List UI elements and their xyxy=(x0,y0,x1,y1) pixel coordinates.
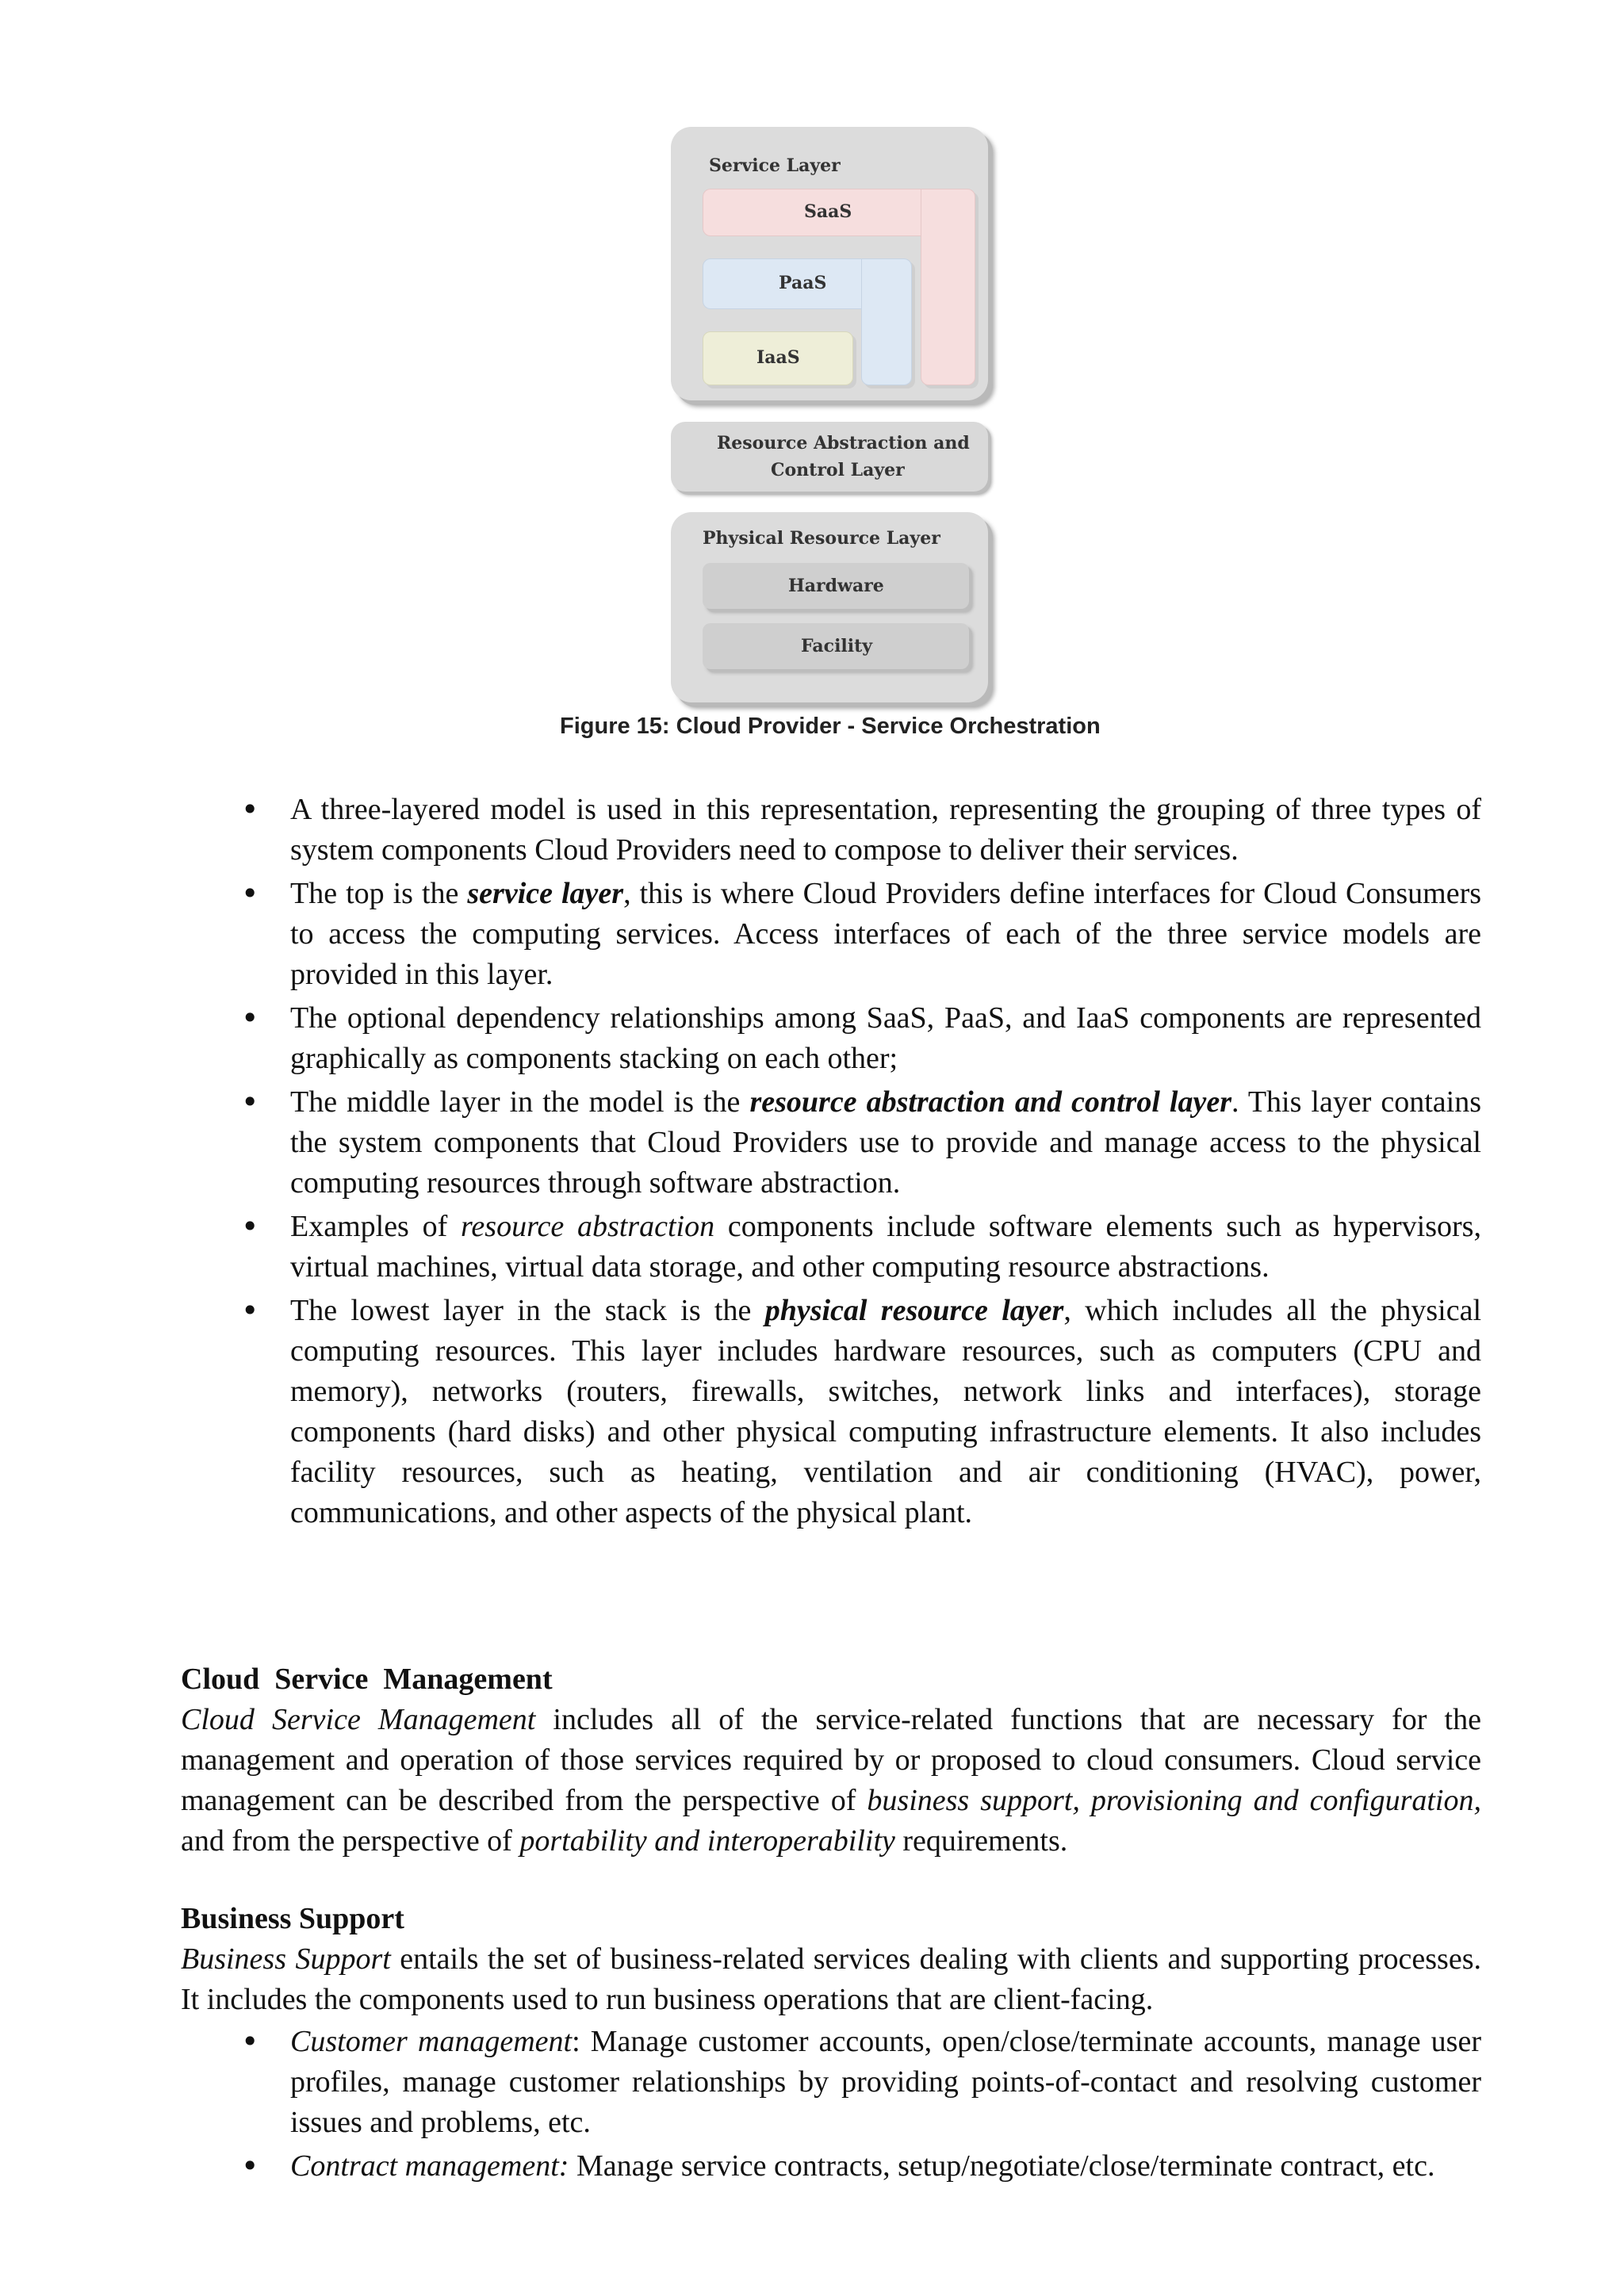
bullet-item xyxy=(181,874,1481,995)
business-support-section xyxy=(181,1899,1481,2190)
body-text: Examples of xyxy=(290,1210,462,1243)
emphasis-text: business support, provisioning and configuration, xyxy=(867,1784,1481,1817)
resource-abstraction-label-2: Control Layer xyxy=(771,460,905,480)
emphasis-text: physical resource layer xyxy=(764,1294,1064,1327)
facility-label: Facility xyxy=(801,636,873,656)
emphasis-text: service layer xyxy=(467,877,624,910)
bullet-item xyxy=(181,2146,1481,2187)
hardware-label: Hardware xyxy=(788,576,884,596)
body-text: The lowest layer in the stack is the xyxy=(290,1294,765,1327)
bullet-item xyxy=(181,790,1481,871)
cloud-service-management-section xyxy=(181,1659,1481,1862)
bs-bullet-list xyxy=(181,2022,1481,2187)
body-text: requirements. xyxy=(894,1824,1068,1858)
body-text: , which includes all the physical computing resources. This layer includes hardware resources, such as computers (CPU and memory), networks (routers, firewalls, switches, network links and interfaces), storage components (hard disks) and other physical computing infrastructure elements. It also includes facility resources, such as heating, ventilation and air conditioning (HVAC), power, communications, and other aspects of the physical plant. xyxy=(290,1294,1481,1529)
bullet-item xyxy=(181,998,1481,1079)
body-text: includes all of the service-related functions that are necessary for the management and operation of those services required by or proposed to cloud consumers. Cloud service management can be described from the perspective of xyxy=(181,1703,1481,1817)
body-text: components include software elements such as hypervisors, virtual machines, virtual data storage, and other computing resource abstractions. xyxy=(290,1210,1481,1284)
bs-heading: Business Support xyxy=(181,1902,404,1935)
body-text: A three-layered model is used in this representation, representing the grouping of three types of system components Cloud Providers need to compose to deliver their services. xyxy=(290,793,1481,867)
saas-box-vertical xyxy=(921,189,975,385)
iaas-label: IaaS xyxy=(756,347,800,368)
bs-paragraph xyxy=(181,1939,1481,2020)
bullet-item xyxy=(181,1082,1481,1203)
physical-resource-label: Physical Resource Layer xyxy=(703,528,940,549)
body-text: Manage service contracts, setup/negotiate/close/terminate contract, etc. xyxy=(569,2149,1435,2183)
body-text: entails the set of business-related services dealing with clients and supporting processes. It includes the components used to run business operations that are client-facing. xyxy=(181,1942,1481,2016)
body-text: and from the perspective of xyxy=(181,1824,520,1858)
emphasis-text: Cloud Service Management xyxy=(181,1703,536,1736)
resource-abstraction-label-1: Resource Abstraction and xyxy=(717,433,970,453)
figure-caption: Figure 15: Cloud Provider - Service Orchestration xyxy=(560,714,1101,739)
saas-label: SaaS xyxy=(804,201,852,222)
emphasis-text: Customer management xyxy=(290,2025,573,2058)
emphasis-text: Contract management: xyxy=(290,2149,569,2183)
csm-paragraph xyxy=(181,1700,1481,1862)
cloud-provider-figure xyxy=(560,127,1101,739)
body-text: : Manage customer accounts, open/close/terminate accounts, manage user profiles, manage customer relationships by providing points-of-contact and resolving customer issues and problems, etc. xyxy=(290,2025,1481,2139)
paas-box-vertical xyxy=(861,258,912,385)
body-text: The top is the xyxy=(290,877,468,910)
body-text: . This layer contains the system components that Cloud Providers use to provide and manage access to the physical computing resources through software abstraction. xyxy=(290,1085,1482,1200)
paas-label: PaaS xyxy=(779,273,827,293)
body-text: The optional dependency relationships among SaaS, PaaS, and IaaS components are represented graphically as components stacking on each other; xyxy=(290,1001,1481,1075)
bullet-item xyxy=(181,1291,1481,1533)
bullet-item xyxy=(181,2022,1481,2143)
bullet-item xyxy=(181,1207,1481,1288)
body-text: The middle layer in the model is the xyxy=(290,1085,750,1119)
layer-bullets xyxy=(181,790,1481,1536)
service-layer-label: Service Layer xyxy=(709,155,841,176)
emphasis-text: portability and interoperability xyxy=(519,1824,895,1858)
emphasis-text: Business Support xyxy=(181,1942,391,1976)
csm-heading: Cloud Service Management xyxy=(181,1663,553,1696)
emphasis-text: resource abstraction and control layer xyxy=(749,1085,1231,1119)
body-text: , this is where Cloud Providers define interfaces for Cloud Consumers to access the computing services. Access interfaces of each of the three service models are provided in this layer. xyxy=(290,877,1482,991)
bullet-list xyxy=(181,790,1481,1533)
emphasis-text: resource abstraction xyxy=(461,1210,715,1243)
